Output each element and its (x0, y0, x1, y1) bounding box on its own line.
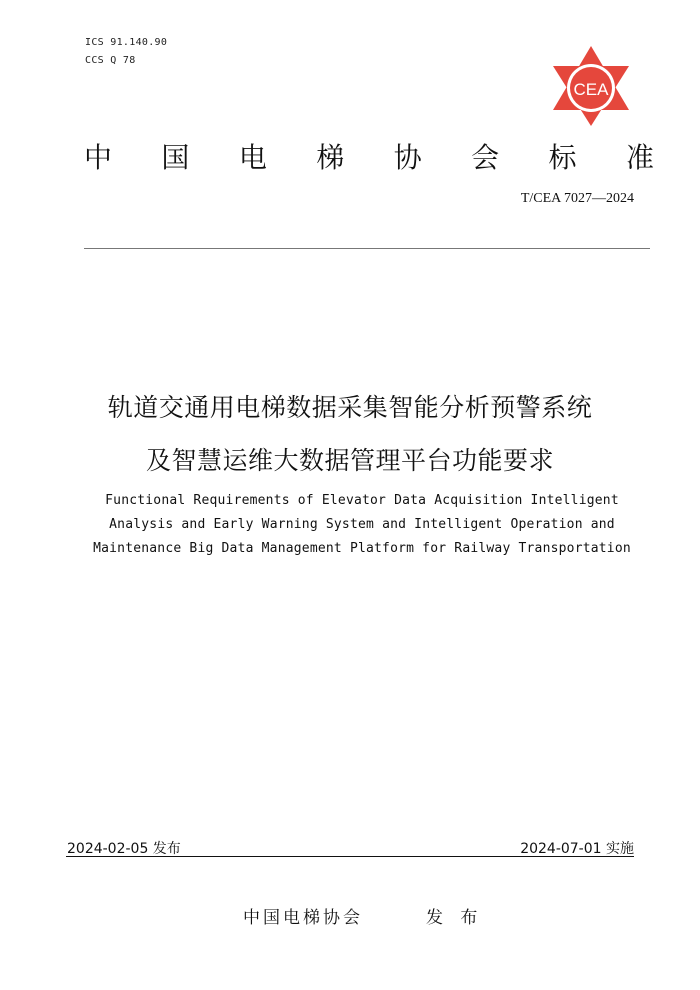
cea-logo (551, 44, 631, 128)
title-english-line-3: Maintenance Big Data Management Platform for Railway Transportation (93, 541, 631, 556)
org-title-char: 电 (238, 141, 267, 174)
title-english-line-1: Functional Requirements of Elevator Data Acquisition Intelligent (105, 493, 619, 508)
org-title-char: 会 (471, 141, 500, 174)
ics-code: ICS 91.140.90 (85, 37, 168, 48)
org-title-char: 国 (161, 141, 190, 174)
org-standard-title (84, 136, 654, 176)
issue-date: 2024-02-05 发布 (67, 841, 181, 857)
title-chinese-line-2: 及智慧运维大数据管理平台功能要求 (145, 446, 554, 475)
ccs-code: CCS Q 78 (85, 55, 136, 66)
org-title-char: 中 (84, 141, 113, 174)
title-chinese-line-1: 轨道交通用电梯数据采集智能分析预警系统 (107, 393, 593, 422)
publisher-name: 中国电梯协会 (243, 908, 363, 928)
org-title-char: 标 (548, 141, 577, 174)
org-title-char: 协 (393, 141, 422, 174)
title-english-line-2: Analysis and Early Warning System and Intelligent Operation and (109, 517, 615, 532)
standard-number: T/CEA 7027—2024 (520, 191, 634, 206)
footer-divider (66, 856, 634, 857)
logo-text: CEA (573, 80, 609, 99)
org-title-char: 准 (625, 141, 654, 174)
header-divider (84, 248, 650, 249)
implementation-date: 2024-07-01 实施 (520, 841, 634, 857)
org-title-char: 梯 (316, 141, 345, 174)
cea-logo-icon (551, 44, 631, 128)
publish-label: 发 布 (426, 908, 484, 928)
